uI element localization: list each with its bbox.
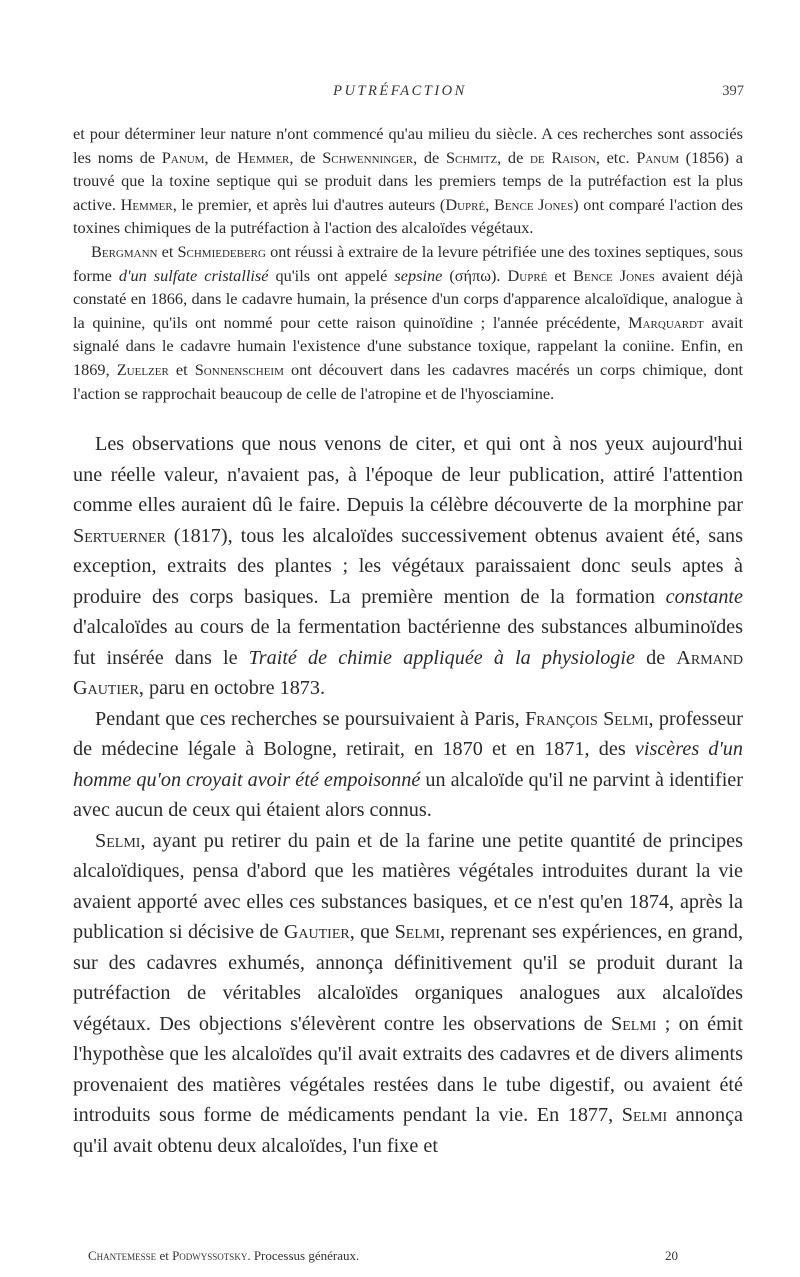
author-name: Sertuerner (73, 524, 166, 547)
text-run: , que (349, 921, 395, 944)
running-title: PUTRÉFACTION (333, 83, 467, 99)
author-name: Sonnenscheim (194, 359, 284, 379)
text-run: ont réussi à extraire de la levure pétrifiée une des toxines septiques, sous forme (73, 241, 744, 285)
text-run: Les observations que nous venons de citer, et qui ont à nos yeux aujourd'hui une réelle valeur, n'avaient pas, à l'époque de leur publication, attiré l'attention comme elles auraient dû le faire. Depuis la célèbre découverte de la morphine par (73, 433, 743, 517)
author-name: Marquardt (628, 312, 704, 332)
text-run: avaient déjà constaté en 1866, dans le cadavre humain, la présence d'un corps d'apparence alcaloïdique, analogue à la quinine, qu'ils ont nommé pour cette raison quinoïdine ; l'année précédente, (73, 265, 743, 332)
footer-author: Podwyssotsky (172, 1248, 248, 1263)
text-run: , de (204, 147, 238, 167)
author-name: Selmi (621, 1104, 668, 1127)
author-name: Panum (161, 147, 205, 167)
author-name: Bence Jones (493, 194, 574, 214)
author-name: Selmi (611, 1012, 657, 1035)
author-name: Bence Jones (573, 265, 655, 285)
text-run: et pour déterminer leur nature n'ont commencé qu'au milieu du siècle. A ces recherches sont associés les noms de (73, 124, 743, 167)
body-text (73, 122, 743, 1161)
text-run: et (156, 1248, 173, 1263)
paragraph-4 (73, 704, 743, 826)
italic-term: viscères d'un homme qu'on croyait avoir été empoisonné (73, 738, 743, 791)
text-run: , professeur de médecine légale à Bologne, retirait, en 1870 et en 1871, des (73, 707, 743, 761)
footer-author: Chantemesse (88, 1248, 157, 1263)
text-run: de (634, 646, 677, 669)
text-run: , de (497, 147, 530, 167)
author-name: Schmiedeberg (177, 241, 266, 261)
page-number: 397 (722, 83, 744, 99)
text-run: ; on émit l'hypothèse que les alcaloïdes qu'il avait extraits des cadavres et de divers aliments provenaient des matières végétales restées dans le tube digestif, ou avaient été introduits sous forme de médicaments pendant la vie. En 1877, (73, 1012, 743, 1127)
text-run: d'alcaloïdes au cours de la fermentation bactérienne des substances albuminoïdes fut insérée dans le (73, 616, 743, 669)
italic-term: constante (665, 585, 743, 608)
text-run: , (485, 194, 494, 214)
paragraph-2 (73, 240, 743, 405)
author-name: Armand Gautier (73, 646, 743, 700)
author-name: Selmi (394, 921, 441, 944)
author-name: Dupré (507, 265, 548, 285)
author-name: Bergmann (91, 241, 158, 261)
text-run: un alcaloïde qu'il ne parvint à identifier avec aucun de ceux qui étaient alors connus. (73, 768, 743, 822)
text-run: , etc. (595, 147, 637, 167)
text-run: Pendant que ces recherches se poursuivaient à Paris, (95, 707, 526, 730)
author-name: Schmitz (445, 147, 498, 167)
signature-footer (88, 1248, 678, 1264)
text-run: et (547, 265, 574, 285)
text-run: , paru en octobre 1873. (138, 677, 326, 700)
text-run: , de (413, 147, 446, 167)
text-run: , de (289, 147, 323, 167)
paragraph-1 (73, 122, 743, 240)
text-run: , le premier, et après lui d'autres auteurs ( (172, 194, 446, 214)
text-run: annonça qu'il avait obtenu deux alcaloïdes, l'un fixe et (73, 1104, 743, 1157)
text-run: , ayant pu retirer du pain et de la farine une petite quantité de principes alcaloïdiques, pensa d'abord que les matières végétales introduites durant la vie avaient apporté avec elles ces substances basiques, et ce n'est qu'en 1874, après la publication si décisive de (73, 829, 743, 944)
author-name: Zuelzer (116, 359, 169, 379)
text-run: et (157, 241, 178, 261)
text-run: qu'ils ont appelé (268, 265, 395, 285)
text-run: (σήπω). (442, 265, 508, 285)
author-name: de Raison (529, 147, 596, 167)
author-name: Dupré (445, 194, 486, 214)
running-head (0, 83, 800, 103)
text-run: et (168, 359, 195, 379)
italic-term: sepsine (394, 265, 443, 285)
author-name: Schwenninger (322, 147, 414, 167)
book-title: Traité de chimie appliquée à la physiologie (248, 646, 635, 669)
author-name: Selmi (95, 829, 141, 852)
text-run: ont découvert dans les cadavres macérés un corps chimique, dont l'action se rapprochait beaucoup de celle de l'atropine et de l'hyosciamine. (73, 359, 744, 403)
text-run: (1856) a trouvé que la toxine septique qui se produit dans les premiers temps de la putréfaction est la plus active. (73, 147, 743, 214)
italic-term: d'un sulfate cristallisé (118, 265, 269, 285)
text-run: (1817), tous les alcaloïdes successivement obtenus avaient été, sans exception, extraits des plantes ; les végétaux paraissaient donc seuls aptes à produire des corps basiques. La première mention de la formation (73, 524, 743, 608)
footer-title: . Processus généraux. (247, 1248, 360, 1263)
paragraph-5 (73, 826, 743, 1162)
signature-mark: 20 (665, 1248, 678, 1263)
text-run: ) ont comparé l'action des toxines chimiques de la putréfaction à l'action des alcaloïdes végétaux. (73, 194, 744, 238)
paragraph-3 (73, 429, 743, 704)
author-name: François Selmi (525, 707, 649, 730)
author-name: Panum (636, 147, 679, 167)
author-name: Gautier (283, 921, 350, 944)
text-run: avait signalé dans le cadavre humain l'existence d'une substance toxique, rappelant la coniine. Enfin, en 1869, (73, 312, 744, 379)
author-name: Hemmer (120, 194, 173, 214)
author-name: Hemmer (237, 147, 290, 167)
text-run: , reprenant ses expériences, en grand, sur des cadavres exhumés, annonça définitivement qu'il se produit durant la putréfaction de véritables alcaloïdes organiques analogues aux alcaloïdes végétaux. Des objections s'élevèrent contre les observations de (73, 921, 743, 1035)
